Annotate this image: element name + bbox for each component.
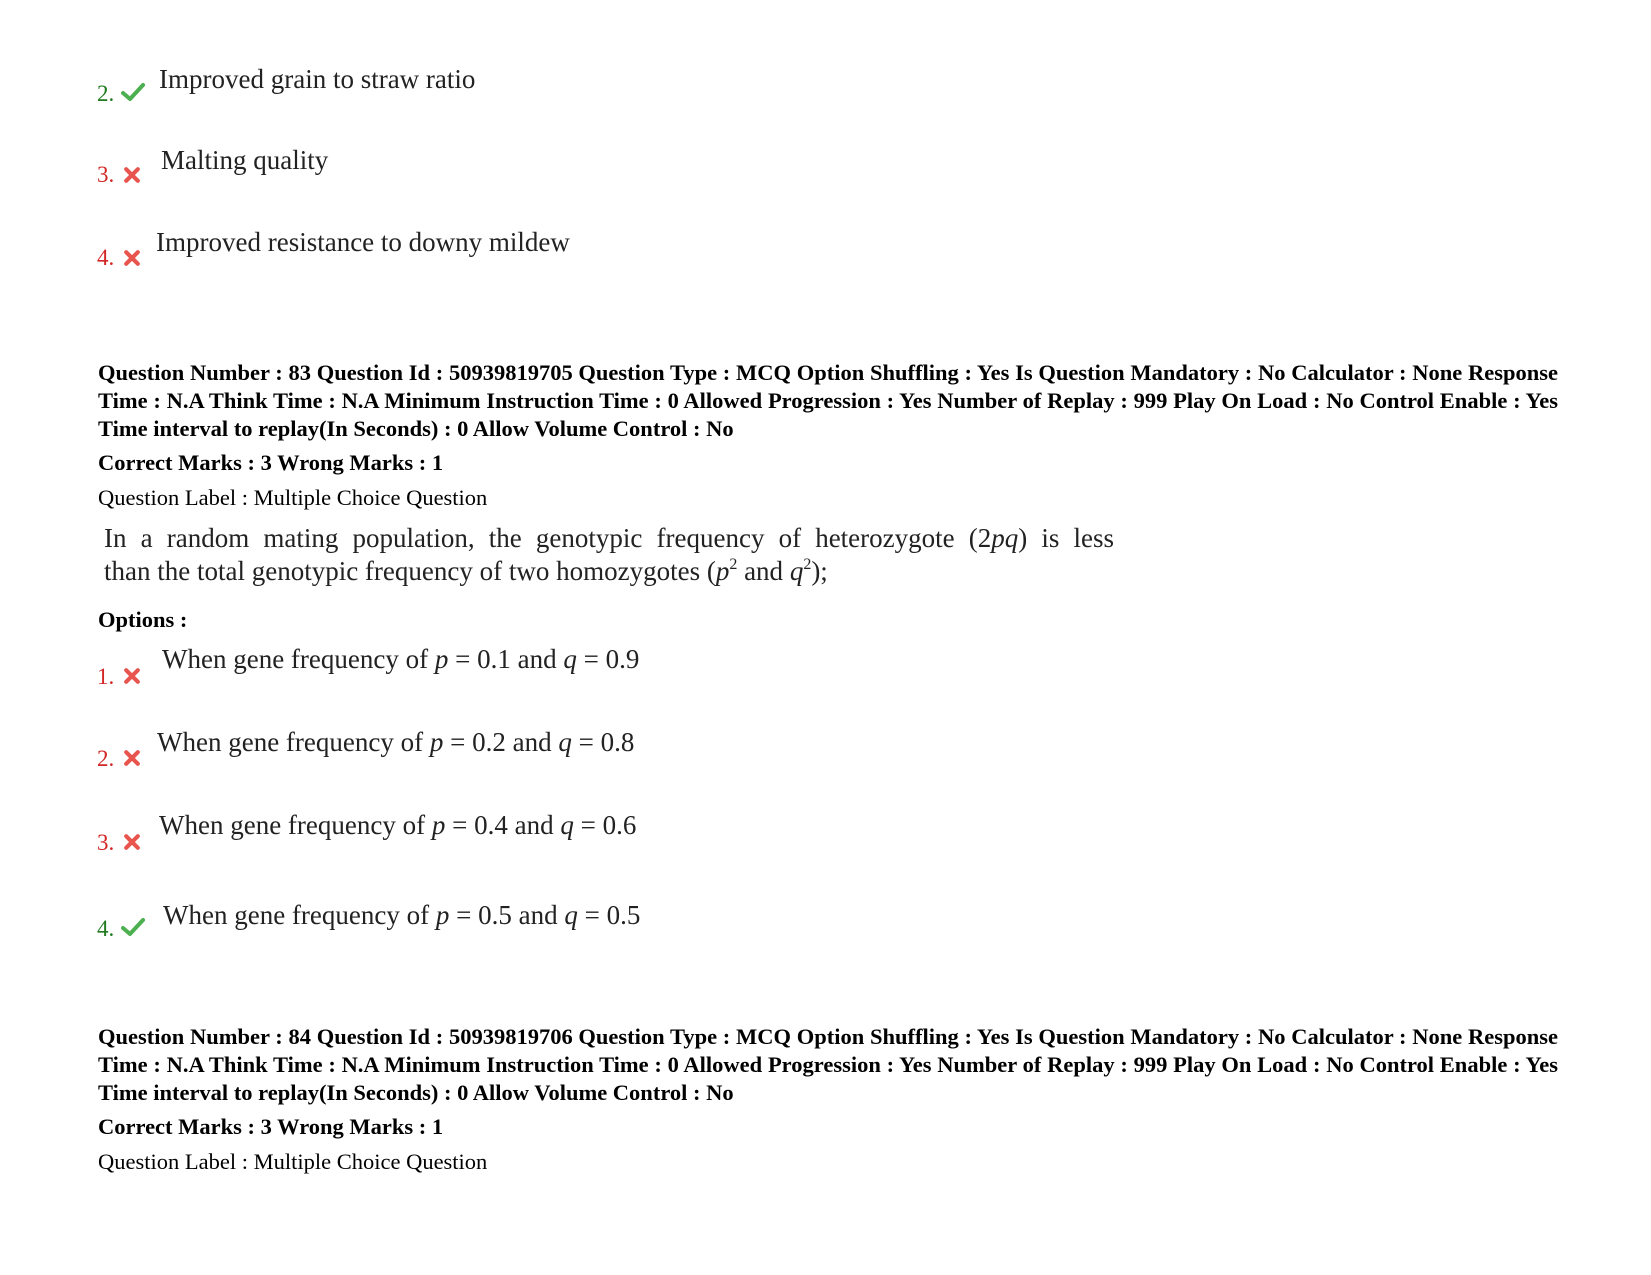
cross-icon xyxy=(122,165,142,185)
option-number: 2. xyxy=(97,81,115,106)
cross-icon xyxy=(122,748,142,768)
options-heading: Options : xyxy=(98,607,188,632)
option-number: 3. xyxy=(97,162,115,187)
cross-icon xyxy=(122,666,142,686)
cross-icon xyxy=(122,248,142,268)
question-stem xyxy=(104,522,1114,588)
option-text: Improved resistance to downy mildew xyxy=(156,227,570,257)
option-text: Malting quality xyxy=(161,145,329,175)
check-icon xyxy=(121,915,145,939)
cross-icon xyxy=(122,832,142,852)
option-text: When gene frequency of p = 0.1 and q = 0.9 xyxy=(162,644,640,674)
option-number: 4. xyxy=(97,916,115,941)
question-label: Question Label : Multiple Choice Question xyxy=(98,485,488,510)
question-label: Question Label : Multiple Choice Question xyxy=(98,1149,488,1174)
option-text: When gene frequency of p = 0.4 and q = 0.6 xyxy=(159,810,637,840)
option-number: 2. xyxy=(97,746,115,771)
option-number: 1. xyxy=(97,664,115,689)
check-icon xyxy=(121,80,145,104)
option-text: When gene frequency of p = 0.5 and q = 0.5 xyxy=(163,900,641,930)
option-number: 4. xyxy=(97,245,115,270)
option-text: When gene frequency of p = 0.2 and q = 0.8 xyxy=(157,727,635,757)
question-stem-line-2: than the total genotypic frequency of two homozygotes ($p^2$ and $q^2$); xyxy=(104,556,828,586)
question-meta: Question Number : 83 Question Id : 50939819705 Question Type : MCQ Option Shuffling : Yes Is Question Mandatory : No Calculator : None Response Time : N.A Think Time : N.A Minimum Instruction Time : 0 Allowed Progression : Yes Number of Replay : 999 Play On Load : No Control Enable : Yes Time interval to replay(In Seconds) : 0 Allow Volume Control : No xyxy=(98,360,1558,441)
option-text: Improved grain to straw ratio xyxy=(159,64,476,94)
question-meta: Question Number : 84 Question Id : 50939819706 Question Type : MCQ Option Shuffling : Yes Is Question Mandatory : No Calculator : None Response Time : N.A Think Time : N.A Minimum Instruction Time : 0 Allowed Progression : Yes Number of Replay : 999 Play On Load : No Control Enable : Yes Time interval to replay(In Seconds) : 0 Allow Volume Control : No xyxy=(98,1024,1558,1105)
question-marks: Correct Marks : 3 Wrong Marks : 1 xyxy=(98,450,444,475)
question-stem-line-1: In a random mating population, the genotypic frequency of heterozygote (2pq) is less xyxy=(104,523,1115,553)
question-marks: Correct Marks : 3 Wrong Marks : 1 xyxy=(98,1114,444,1139)
option-number: 3. xyxy=(97,830,115,855)
